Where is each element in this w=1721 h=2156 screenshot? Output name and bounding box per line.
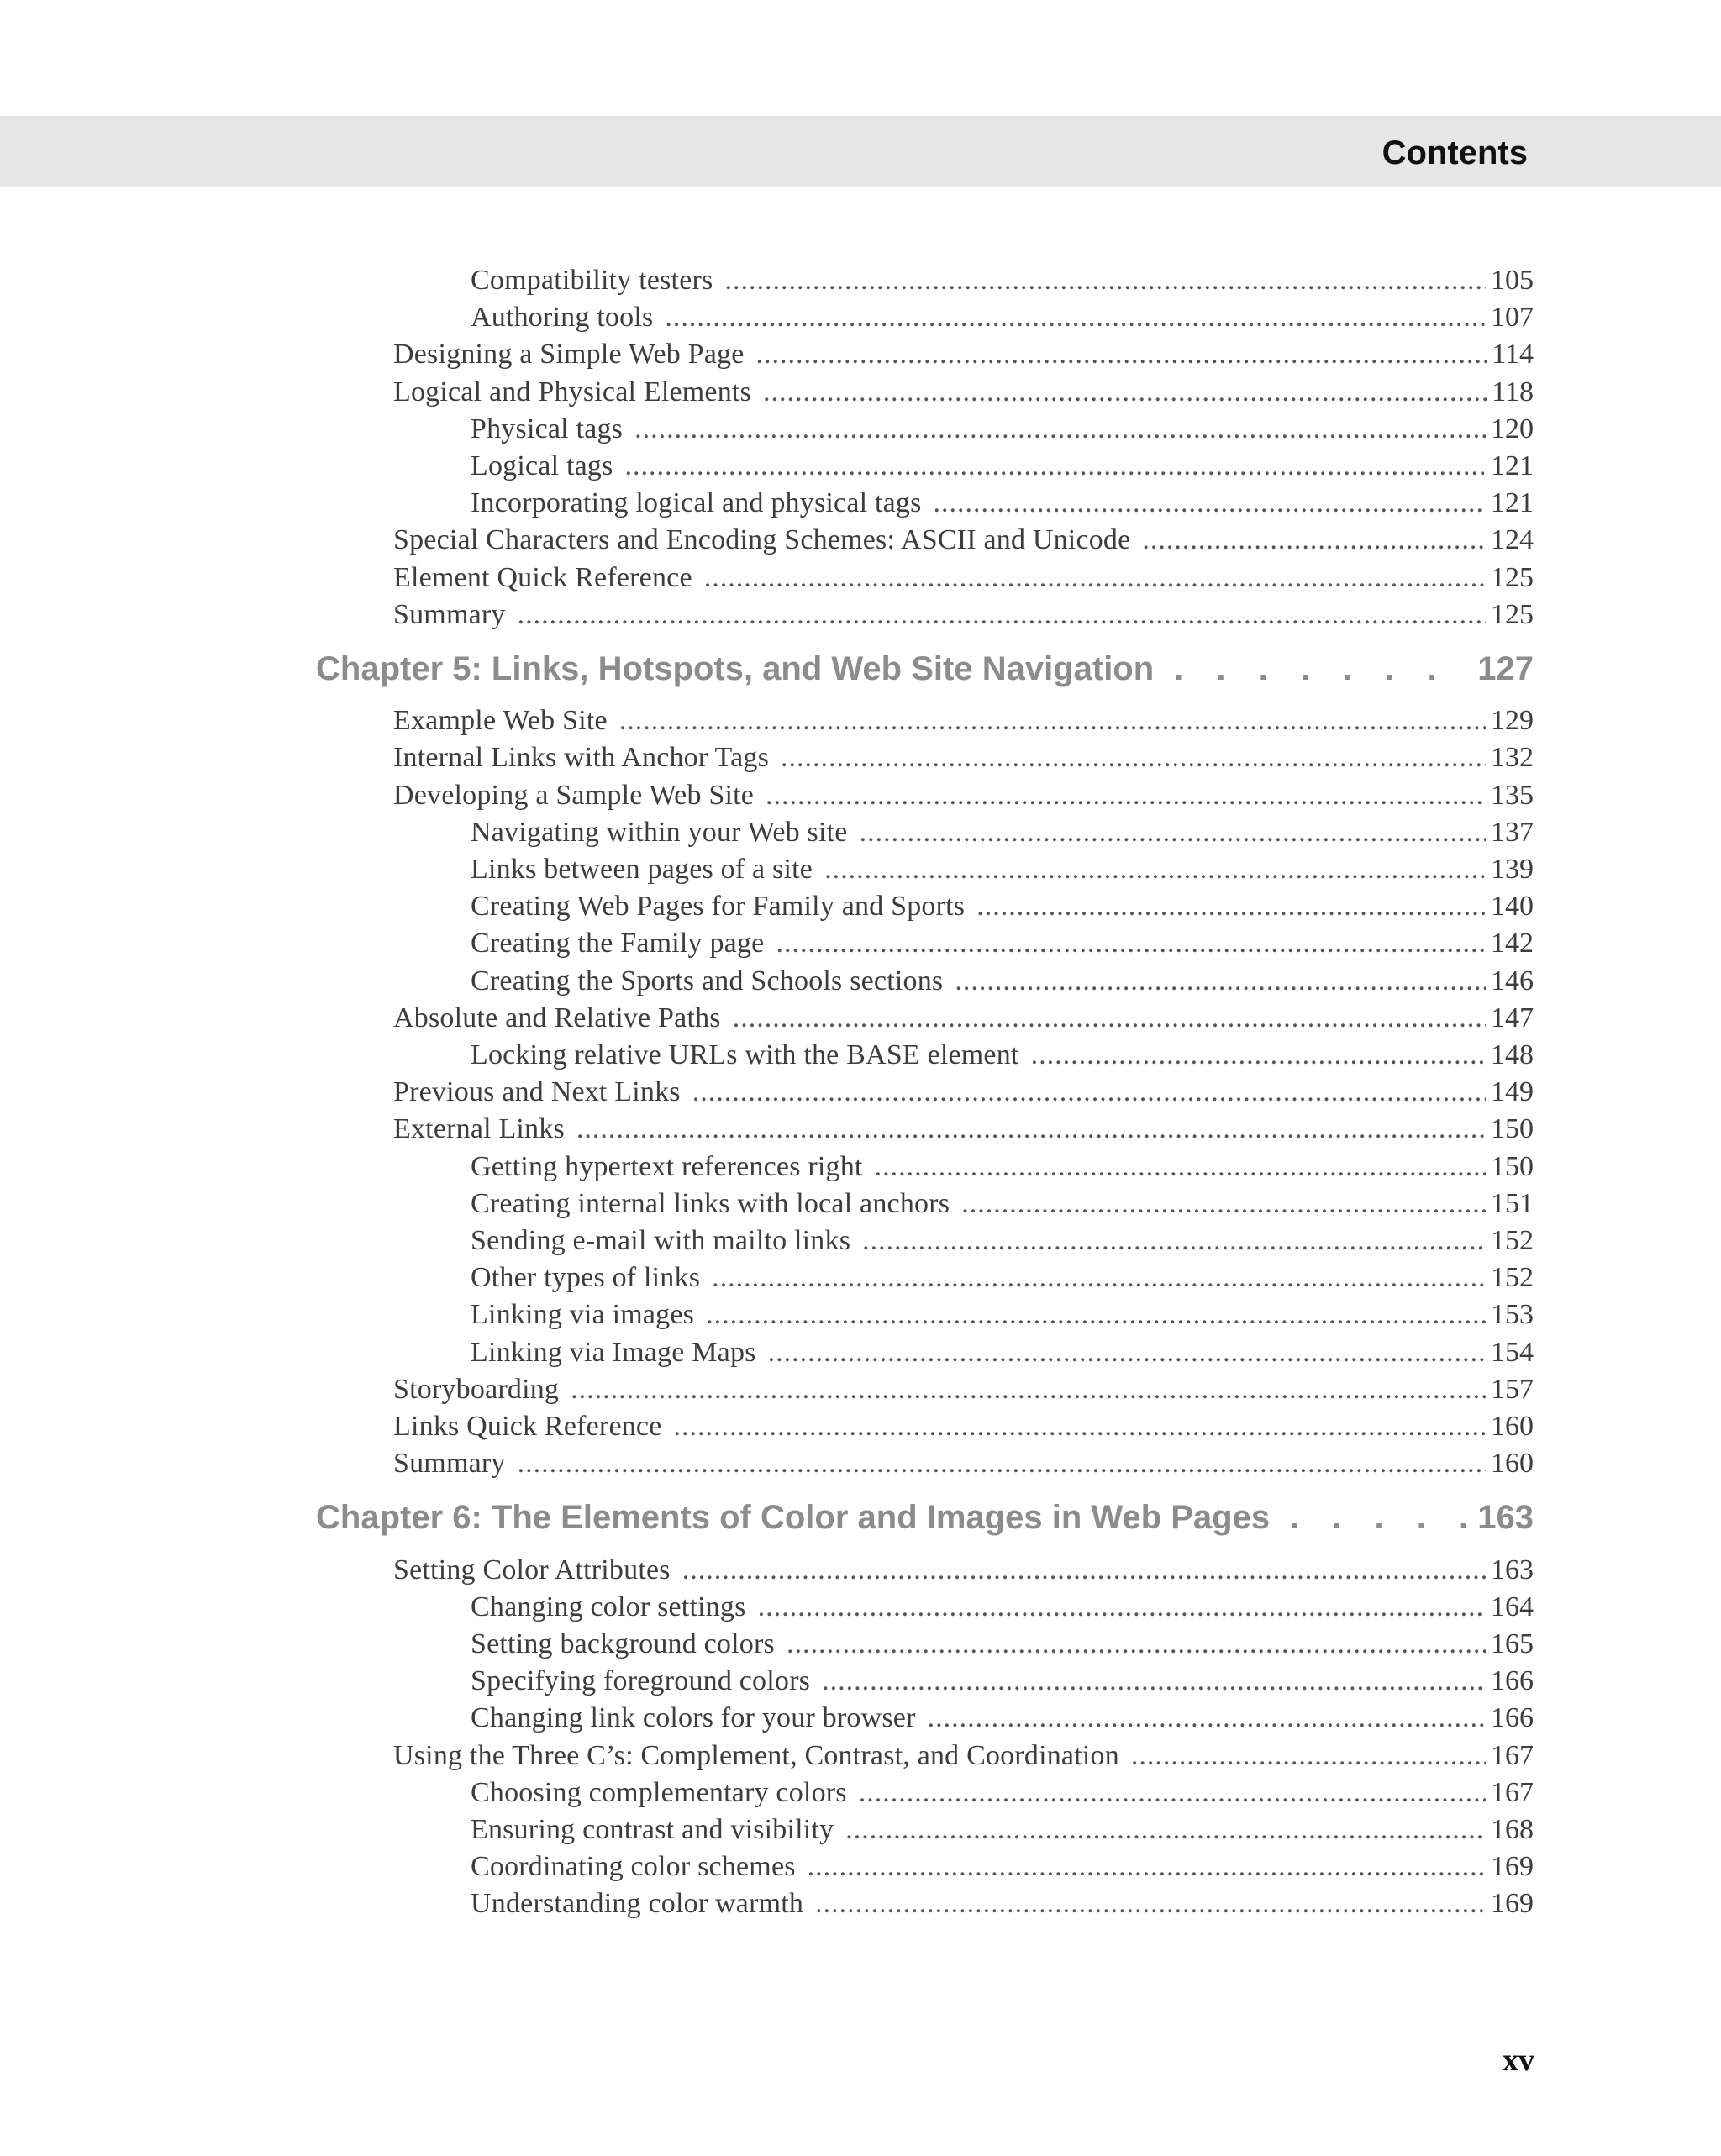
dot-leader xyxy=(692,1075,1486,1109)
dot-leader xyxy=(1142,523,1486,557)
toc-label: Setting background colors xyxy=(471,1628,775,1659)
dot-leader xyxy=(724,264,1486,297)
dot-leader xyxy=(756,338,1487,371)
dot-leader xyxy=(860,816,1486,849)
toc-page-number: 146 xyxy=(1491,965,1534,996)
toc-page-number: 152 xyxy=(1491,1225,1534,1256)
toc-label: Internal Links with Anchor Tags xyxy=(393,742,770,774)
page-number: xv xyxy=(1503,2043,1534,2078)
toc-label: Storyboarding xyxy=(393,1373,560,1405)
toc-subsection-entry[interactable] xyxy=(471,927,1534,960)
toc-section-entry[interactable] xyxy=(393,523,1534,557)
toc-page-number: 164 xyxy=(1491,1591,1534,1622)
toc-page-number: 163 xyxy=(1477,1499,1534,1537)
toc-page-number: 167 xyxy=(1491,1776,1534,1808)
dot-leader xyxy=(1290,1497,1466,1538)
toc-page-number: 163 xyxy=(1491,1554,1534,1585)
toc-subsection-entry[interactable] xyxy=(471,450,1534,483)
dot-leader xyxy=(518,1447,1486,1480)
toc-label: Getting hypertext references right xyxy=(471,1150,863,1182)
toc-subsection-entry[interactable] xyxy=(471,413,1534,446)
toc-label: Ensuring contrast and visibility xyxy=(471,1814,834,1845)
toc-section-entry[interactable] xyxy=(393,704,1534,738)
dot-leader xyxy=(1131,1739,1486,1773)
toc-subsection-entry[interactable] xyxy=(471,1813,1534,1847)
toc-subsection-entry[interactable] xyxy=(471,1039,1534,1072)
dot-leader xyxy=(976,890,1486,923)
toc-section-entry[interactable] xyxy=(393,1554,1534,1587)
toc-page-number: 120 xyxy=(1491,413,1534,444)
toc-section-entry[interactable] xyxy=(393,1447,1534,1480)
toc-label: Logical and Physical Elements xyxy=(393,376,751,408)
toc-page-number: 121 xyxy=(1491,450,1534,481)
toc-section-entry[interactable] xyxy=(393,1002,1534,1035)
dot-leader xyxy=(706,1298,1486,1332)
toc-label: Understanding color warmth xyxy=(471,1888,804,1920)
toc-section-entry[interactable] xyxy=(393,1373,1534,1407)
dot-leader xyxy=(766,779,1486,812)
toc-label: Choosing complementary colors xyxy=(471,1776,847,1808)
dot-leader xyxy=(712,1261,1486,1295)
dot-leader xyxy=(808,1850,1486,1884)
toc-label: Creating the Family page xyxy=(471,928,765,960)
toc-page-number: 160 xyxy=(1491,1448,1534,1480)
toc-label: Authoring tools xyxy=(471,302,654,334)
toc-subsection-entry[interactable] xyxy=(471,264,1534,297)
toc-page-number: 118 xyxy=(1492,376,1534,408)
toc-subsection-entry[interactable] xyxy=(471,1336,1534,1370)
toc-section-entry[interactable] xyxy=(393,338,1534,371)
toc-subsection-entry[interactable] xyxy=(471,1664,1534,1698)
toc-page-number: 150 xyxy=(1491,1113,1534,1145)
dot-leader xyxy=(625,450,1486,483)
dot-leader xyxy=(576,1112,1486,1146)
dot-leader xyxy=(704,561,1486,595)
dot-leader xyxy=(955,965,1486,998)
toc-subsection-entry[interactable] xyxy=(471,890,1534,923)
toc-chapter-heading[interactable] xyxy=(316,649,1534,689)
toc-subsection-entry[interactable] xyxy=(471,1187,1534,1221)
toc-label: Summary xyxy=(393,1448,506,1480)
toc-label: Chapter 5: Links, Hotspots, and Web Site Navigation xyxy=(316,650,1155,687)
toc-page-number: 154 xyxy=(1491,1336,1534,1368)
toc-section-entry[interactable] xyxy=(393,1410,1534,1443)
toc-label: Linking via Image Maps xyxy=(471,1336,756,1368)
toc-label: Locking relative URLs with the BASE element xyxy=(471,1039,1019,1070)
toc-page-number: 125 xyxy=(1491,561,1534,593)
toc-page-number: 169 xyxy=(1491,1888,1534,1920)
toc-page-number: 121 xyxy=(1491,487,1534,519)
toc-page-number: 166 xyxy=(1491,1702,1534,1734)
toc-page-number: 150 xyxy=(1491,1150,1534,1182)
toc-page-number: 135 xyxy=(1491,779,1534,811)
toc-section-entry[interactable] xyxy=(393,779,1534,812)
toc-page-number: 137 xyxy=(1491,816,1534,848)
toc-subsection-entry[interactable] xyxy=(471,1850,1534,1884)
toc-subsection-entry[interactable] xyxy=(471,1591,1534,1624)
toc-page-number: 142 xyxy=(1491,928,1534,960)
toc-page-number: 129 xyxy=(1491,705,1534,737)
toc-label: Creating internal links with local anchors xyxy=(471,1187,950,1219)
toc-section-entry[interactable] xyxy=(393,598,1534,632)
dot-leader xyxy=(763,376,1487,409)
toc-label: Links Quick Reference xyxy=(393,1411,662,1442)
toc-page-number: 157 xyxy=(1491,1373,1534,1405)
toc-label: Creating Web Pages for Family and Sports xyxy=(471,891,966,923)
toc-page-number: 167 xyxy=(1491,1739,1534,1771)
toc-section-entry[interactable] xyxy=(393,1739,1534,1773)
dot-leader xyxy=(518,598,1486,632)
toc-subsection-entry[interactable] xyxy=(471,486,1534,520)
toc-label: Absolute and Relative Paths xyxy=(393,1002,721,1033)
dot-leader xyxy=(682,1554,1486,1587)
toc-label: Using the Three C’s: Complement, Contrast, and Coordination xyxy=(393,1739,1119,1771)
toc-label: Previous and Next Links xyxy=(393,1076,681,1108)
dot-leader xyxy=(1174,649,1466,689)
toc-label: Compatibility testers xyxy=(471,265,713,296)
toc-page-number: 166 xyxy=(1491,1665,1534,1697)
dot-leader xyxy=(859,1776,1486,1810)
dot-leader xyxy=(824,853,1486,886)
toc-page-number: 149 xyxy=(1491,1076,1534,1108)
toc-section-entry[interactable] xyxy=(393,561,1534,595)
toc-label: Setting Color Attributes xyxy=(393,1554,671,1585)
toc-page-number: 160 xyxy=(1491,1411,1534,1442)
toc-label: Special Characters and Encoding Schemes: ASCII and Unicode xyxy=(393,524,1131,556)
toc-page-number: 140 xyxy=(1491,891,1534,923)
toc-page-number: 152 xyxy=(1491,1262,1534,1294)
dot-leader xyxy=(875,1150,1486,1184)
toc-subsection-entry[interactable] xyxy=(471,1298,1534,1332)
dot-leader xyxy=(776,927,1486,960)
toc-page-number: 165 xyxy=(1491,1628,1534,1659)
toc-label: Sending e-mail with mailto links xyxy=(471,1225,851,1256)
dot-leader xyxy=(815,1887,1486,1921)
toc-label: Incorporating logical and physical tags xyxy=(471,487,922,519)
toc-label: Changing link colors for your browser xyxy=(471,1702,916,1734)
toc-label: Linking via images xyxy=(471,1299,695,1331)
dot-leader xyxy=(961,1187,1486,1221)
toc-page-number: 127 xyxy=(1477,650,1534,687)
toc-subsection-entry[interactable] xyxy=(471,1776,1534,1810)
toc-page-number: 107 xyxy=(1491,302,1534,334)
toc-label: Physical tags xyxy=(471,413,624,444)
toc-page-number: 132 xyxy=(1491,742,1534,774)
dot-leader xyxy=(787,1628,1486,1661)
toc-section-entry[interactable] xyxy=(393,1112,1534,1146)
toc-label: Links between pages of a site xyxy=(471,854,813,885)
dot-leader xyxy=(822,1664,1486,1698)
toc-subsection-entry[interactable] xyxy=(471,853,1534,886)
dot-leader xyxy=(674,1410,1486,1443)
dot-leader xyxy=(758,1591,1486,1624)
toc-page-number: 114 xyxy=(1492,339,1534,371)
toc-page-number: 139 xyxy=(1491,854,1534,885)
toc-label: Chapter 6: The Elements of Color and Images in Web Pages xyxy=(316,1499,1271,1537)
dot-leader xyxy=(934,486,1486,520)
dot-leader xyxy=(619,704,1486,738)
toc-page-number: 153 xyxy=(1491,1299,1534,1331)
toc-subsection-entry[interactable] xyxy=(471,1887,1534,1921)
toc-label: Designing a Simple Web Page xyxy=(393,339,745,371)
dot-leader xyxy=(928,1701,1486,1735)
toc-subsection-entry[interactable] xyxy=(471,1628,1534,1661)
toc-page-number: 105 xyxy=(1491,265,1534,296)
dot-leader xyxy=(665,301,1486,334)
toc-subsection-entry[interactable] xyxy=(471,1150,1534,1184)
toc-subsection-entry[interactable] xyxy=(471,1261,1534,1295)
dot-leader xyxy=(845,1813,1486,1847)
dot-leader xyxy=(862,1224,1486,1258)
toc-subsection-entry[interactable] xyxy=(471,816,1534,849)
dot-leader xyxy=(733,1002,1486,1035)
toc-page-number: 148 xyxy=(1491,1039,1534,1070)
toc-page-number: 169 xyxy=(1491,1851,1534,1883)
toc-label: Logical tags xyxy=(471,450,613,481)
toc-label: Summary xyxy=(393,598,506,630)
toc-label: Other types of links xyxy=(471,1262,701,1294)
dot-leader xyxy=(634,413,1486,446)
dot-leader xyxy=(571,1373,1486,1407)
dot-leader xyxy=(1031,1039,1486,1072)
toc-label: External Links xyxy=(393,1113,565,1145)
toc-label: Coordinating color schemes xyxy=(471,1851,796,1883)
toc-subsection-entry[interactable] xyxy=(471,965,1534,998)
toc-page-number: 151 xyxy=(1491,1187,1534,1219)
toc-label: Creating the Sports and Schools sections xyxy=(471,965,944,996)
toc-label: Element Quick Reference xyxy=(393,561,692,593)
toc-chapter-heading[interactable] xyxy=(316,1497,1534,1538)
dot-leader xyxy=(781,741,1486,775)
toc-label: Navigating within your Web site xyxy=(471,816,848,848)
toc-page-number: 147 xyxy=(1491,1002,1534,1033)
toc-section-entry[interactable] xyxy=(393,1075,1534,1109)
dot-leader xyxy=(768,1336,1486,1370)
toc-label: Developing a Sample Web Site xyxy=(393,779,755,811)
toc-section-entry[interactable] xyxy=(393,741,1534,775)
toc-subsection-entry[interactable] xyxy=(471,1224,1534,1258)
toc-label: Changing color settings xyxy=(471,1591,746,1622)
toc-section-entry[interactable] xyxy=(393,376,1534,409)
toc-subsection-entry[interactable] xyxy=(471,1701,1534,1735)
toc-subsection-entry[interactable] xyxy=(471,301,1534,334)
toc-page-number: 125 xyxy=(1491,598,1534,630)
toc-label: Example Web Site xyxy=(393,705,608,737)
toc-label: Specifying foreground colors xyxy=(471,1665,811,1697)
toc-page-number: 124 xyxy=(1491,524,1534,556)
toc-page-number: 168 xyxy=(1491,1814,1534,1845)
running-header-title: Contents xyxy=(1382,134,1528,171)
